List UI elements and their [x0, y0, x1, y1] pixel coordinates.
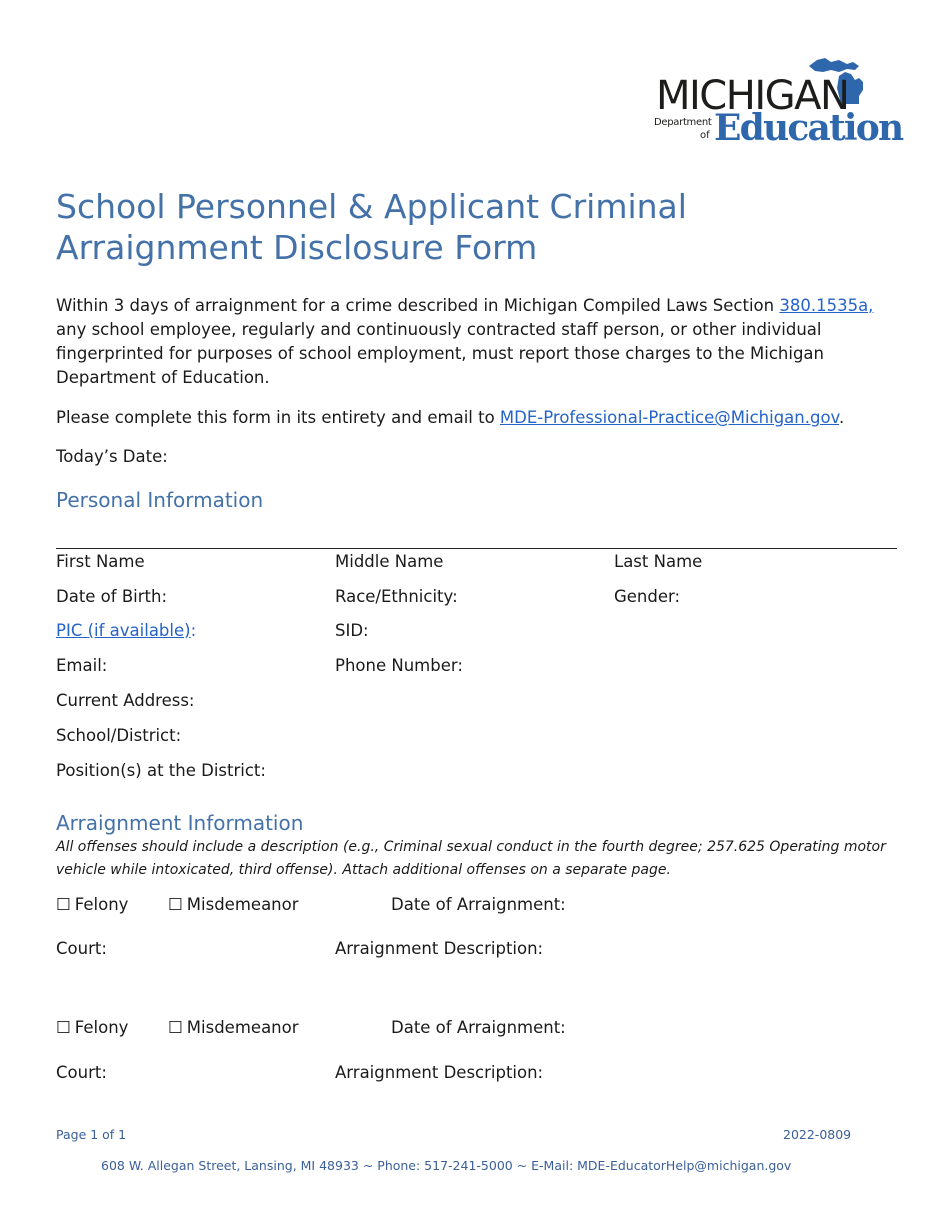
instructions-text-before: Please complete this form in its entirety and email to [56, 408, 500, 427]
form-id: 2022-0809 [783, 1127, 852, 1142]
logo-education-text: Education [714, 107, 903, 149]
felony-label: Felony [74, 1018, 129, 1037]
arraignment-note: All offenses should include a description (e.g., Criminal sexual conduct in the fourth degree; 257.625 Operating motor vehicle while intoxicated, third offense). Attach additional offenses on a separate page. [56, 839, 886, 878]
checkbox-icon[interactable]: ☐ [56, 1018, 71, 1037]
date-of-birth-label: Date of Birth: [56, 587, 168, 606]
gender-label: Gender: [614, 587, 681, 606]
felony-checkbox-2[interactable] [56, 1020, 128, 1037]
pic-label [56, 623, 196, 640]
court-label-1: Court: [56, 939, 107, 958]
pic-colon: : [190, 621, 197, 640]
logo-michigan-text: MICHIGAN [656, 73, 849, 119]
sid-label: SID: [335, 621, 369, 640]
section-divider [56, 548, 897, 549]
email-label: Email: [56, 656, 108, 675]
logo-department-text: Department [654, 117, 712, 128]
instructions-text-after: . [839, 408, 845, 427]
footer-contact: 608 W. Allegan Street, Lansing, MI 48933 ~ Phone: 517-241-5000 ~ E-Mail: MDE-EducatorHelp@michigan.gov [101, 1158, 792, 1173]
logo-of-text: of [700, 130, 710, 141]
intro-text-before: Within 3 days of arraignment for a crime described in Michigan Compiled Laws Section [56, 296, 780, 315]
checkbox-icon[interactable]: ☐ [168, 1018, 183, 1037]
last-name-label: Last Name [614, 552, 703, 571]
misdemeanor-label: Misdemeanor [186, 1018, 299, 1037]
arraignment-information-heading: Arraignment Information [56, 811, 304, 835]
arraignment-description-label-2: Arraignment Description: [335, 1063, 544, 1082]
positions-label: Position(s) at the District: [56, 761, 266, 780]
phone-number-label: Phone Number: [335, 656, 463, 675]
court-label-2: Court: [56, 1063, 107, 1082]
law-section-link[interactable]: 380.1535a, [779, 296, 874, 315]
checkbox-icon[interactable]: ☐ [168, 895, 183, 914]
school-district-label: School/District: [56, 726, 182, 745]
professional-practice-email-link[interactable]: MDE-Professional-Practice@Michigan.gov [499, 408, 840, 427]
date-of-arraignment-label-2: Date of Arraignment: [391, 1018, 566, 1037]
felony-label: Felony [74, 895, 129, 914]
todays-date-label: Today’s Date: [56, 447, 168, 466]
form-title: School Personnel & Applicant Criminal Arraignment Disclosure Form [56, 187, 687, 267]
arraignment-description-label-1: Arraignment Description: [335, 939, 544, 958]
misdemeanor-checkbox-1[interactable] [168, 897, 299, 914]
intro-text-after: any school employee, regularly and continuously contracted staff person, or other individual fingerprinted for purposes of school employment, must report those charges to the Michigan Department of Education. [56, 320, 824, 387]
checkbox-icon[interactable]: ☐ [56, 895, 71, 914]
personal-information-heading: Personal Information [56, 488, 264, 512]
middle-name-label: Middle Name [335, 552, 444, 571]
intro-paragraph [56, 294, 886, 390]
race-ethnicity-label: Race/Ethnicity: [335, 587, 458, 606]
misdemeanor-label: Misdemeanor [186, 895, 299, 914]
mde-logo [650, 52, 903, 152]
page-number: Page 1 of 1 [56, 1127, 127, 1142]
pic-link[interactable]: PIC (if available) [56, 621, 191, 640]
felony-checkbox-1[interactable] [56, 897, 128, 914]
current-address-label: Current Address: [56, 691, 195, 710]
misdemeanor-checkbox-2[interactable] [168, 1020, 299, 1037]
instructions-paragraph [56, 406, 916, 430]
first-name-label: First Name [56, 552, 145, 571]
date-of-arraignment-label-1: Date of Arraignment: [391, 895, 566, 914]
